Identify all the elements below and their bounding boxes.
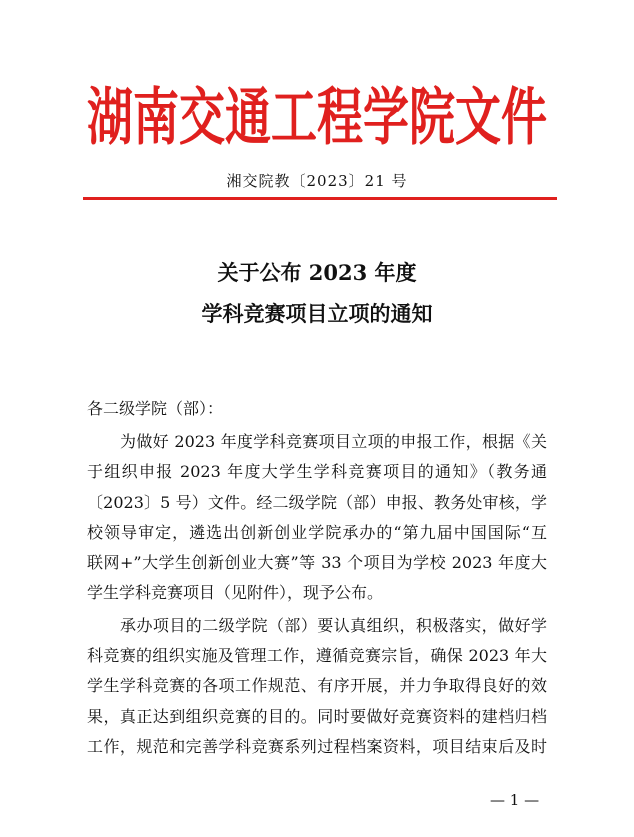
document-number: 湘交院教〔2023〕21 号 bbox=[226, 172, 408, 190]
page-number: — 1 — bbox=[490, 791, 540, 809]
issuing-organization-title: 湖南交通工程学院文件 bbox=[87, 80, 547, 154]
body-line: 果，真正达到组织竞赛的目的。同时要做好竞赛资料的建档归档 bbox=[87, 707, 547, 726]
body-line: 承办项目的二级学院（部）要认真组织，积极落实，做好学 bbox=[120, 616, 547, 635]
body-line: 学生学科竞赛的各项工作规范、有序开展，并力争取得良好的效 bbox=[87, 676, 547, 695]
red-divider-rule bbox=[83, 197, 557, 200]
body-line: 学生学科竞赛项目（见附件），现予公布。 bbox=[87, 583, 384, 602]
body-line: 于组织申报 2023 年度大学生学科竞赛项目的通知》（教务通 bbox=[87, 462, 547, 481]
body-line: 工作，规范和完善学科竞赛系列过程档案资料，项目结束后及时 bbox=[87, 737, 547, 756]
salutation: 各二级学院（部）： bbox=[87, 399, 224, 418]
notice-title-line-1: 关于公布 2023 年度 bbox=[217, 260, 417, 285]
body-line: 科竞赛的组织实施及管理工作，遵循竞赛宗旨，确保 2023 年大 bbox=[87, 646, 547, 665]
body-line: 校领导审定，遴选出创新创业学院承办的“第九届中国国际“互 bbox=[87, 523, 547, 542]
notice-title-line-2: 学科竞赛项目立项的通知 bbox=[201, 301, 433, 326]
body-line: 为做好 2023 年度学科竞赛项目立项的申报工作，根据《关 bbox=[120, 432, 547, 451]
body-line: 〔2023〕5 号）文件。经二级学院（部）申报、教务处审核，学 bbox=[87, 493, 547, 512]
body-line: 联网+”大学生创新创业大赛”等 33 个项目为学校 2023 年度大 bbox=[87, 553, 547, 572]
